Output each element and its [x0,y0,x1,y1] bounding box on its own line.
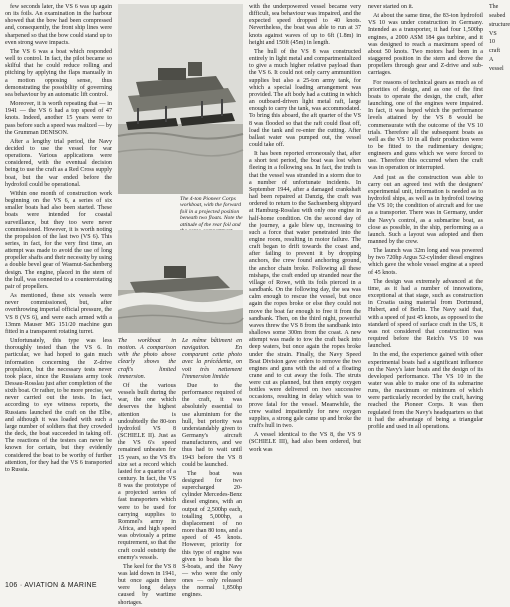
photo-workboat-in-motion [118,230,243,333]
paragraph: craft [489,47,500,54]
paragraph: with the underpowered vessel became very difficult, sea behaviour was impaired, and the expected speed dropped to 40 knots. Nevertheless, the boat was able to run at 37 knots against waves of up to 6ft (1.8m) in height and 150ft (45m) in length. [249,4,361,46]
paragraph: Within one month of construction work beginning on the VS 6, a series of six smaller boats had also been started. These boats were intended for coastal surveillance, but they too were never commissioned. However, it is worth noting the propulsion of the last two (VS 6). This series, in fact, for the very first time, an attempt was made to avoid the use of long propeller shafts and their necessity by using a double bevel gear of Wasmut-Sachenberg design. The engine, placed in the stern of the hull, was connected to a counterrotating pair of propellers. [5,190,112,290]
text-column-2 [118,338,176,606]
text-column-3 [182,338,242,599]
paragraph: As mentioned, these six vessels were never commissioned, but, after overthrowing imperial official pressure, the VS 8 (VS 6), and were each armed with a 13mm Mauser MG 151/20 machine gun fitted in a transparent rotating turret. [5,293,112,335]
workboat-photo-graphic [118,230,243,333]
paragraph: A vessel identical to the VS 8, the VS 9 (SCHIELE III), had also been ordered, but work was [249,432,361,453]
paragraph: After a lengthy trial period, the Navy decided to use the vessel for war operations. Various applications were considered, with the eventual decision being to use the craft as a Red Cross supply boat, but the war ended before the hydrofoil could be operational. [5,138,112,188]
paragraph: Unfortunately, this type was less thoroughly tested than the VS 6. In particular, we had hoped to gain much information concerning the Z-drive propulsion, but the necessary tests never took place, since the Russians army took Dessau-Rosslau just after completion of the sixth boat. Or rather, to be more precise, we never carried out the tests. In fact, according to eye witness reports, the Russians launched the craft on the Elbe, and although it was loaded with such a large number of soldiers that they crowded the deck, the boat succeeded in taking off. The reactions of the testers can never be known for certain, but they evidently considered the boat to be worthy of further attention, for they had the VS 6 transported to Russia. [5,338,112,473]
paragraph: few seconds later, the VS 6 was up again on its foils. An examination in the harbour showed that the bow had been compressed and, consequently, the front ship lines were sharpened so that the bow could stand up to even strong wave impacts. [5,4,112,46]
caption-paragraph: The workboat in motion. A comparison with the photo above clearly shows the craft's limited immersion. [118,338,176,380]
paragraph: never started on it. [368,4,414,10]
paragraph: Moreover, it is worth repeating that — in 1941 — the VS 6 had a top speed of 47 knots. Indeed, another 15 years were to pass before such a speed was realized — by the Grumman DENISON. [5,101,112,136]
text-column-4 [249,4,361,578]
paragraph: structure [489,22,510,29]
paragraph: seabed [489,13,506,20]
text-column-5 [368,4,483,578]
paragraph: In the end, the experience gained with other experimental boats had a significant influence on the Navy's later boats and the design of its developed performance. The VS 10 in the water was able to make one of its submarine runs, the maximum or minimum of which were particularly recorded by the craft, having reached the Pioneer Corps. It was then regulated from the Navy's headquarters so that it had the advantage of being a triangular profile and used in all operations. [368,352,483,430]
paragraph: The launch was 32m long and was powered by two 720hp Argus 52-cylinder diesel engines which gave the whole vessel engine at a speed of 45 knots. [368,248,483,276]
paragraph: Of the various vessels built during the war, the one which deserves the highest attention is undoubtedly the 80-ton hydrofoil VS 8 (SCHIELE II). Just as the VS 6's speed remained unbeaten for 15 years, so the VS 8's size set a record which lasted for a quarter of a century. In fact, the VS 8 was the prototype of a projected series of fast transporters which were to be used for carrying supplies to Rommel's army in Africa, and high speed was obviously a prime requirement, so that the craft could outstrip the enemy's vessels. [118,382,176,561]
text-column-6-cropped [489,4,510,578]
text-column-1 [5,4,112,578]
paragraph: For reasons of technical gears as much as of priorities of design, and as one of the first boats to operate the design, the craft, after launching, one of the engines were impaired. In fact, it was hoped which the performance levels attained by the VS 8 would be commensurate with the outcome of the VS 10 trials. Therefore all the subsequent boats as well as the VS 10 in all their production were to be fitted to the rudimentary designs; engineers and guns which we were forced to use. Therefore this occurred when the craft was in operation or interrupted. [368,79,483,172]
paragraph: The keel for the VS 8 was laid down in 1941, but once again there were long delays caused by wartime shortages. [118,563,176,606]
hydrofoil-photo-graphic [118,4,243,194]
paragraph: And just as the construction was able to carry out an agreed test with the designers' experimental unit, information is needed as to hydrofoil ships, as well as in hydrofoil towing the VS 10; the condition of aircraft and for use as a transporter. There was in Germany, under the Navy's control, as a submarine boat, as close as possible, in the ship, performing as a launch. Such a layout was adopted and then manned by the crew. [368,174,483,245]
photo-hydrofoil-on-floats [118,4,243,194]
paragraph: The hull of the VS 8 was constructed entirely in light metal and compartmentalized to give a much higher relative payload than the VS 6. It could not only carry ammunition supplies but also a 25-ton army tank, for which a special loading arrangement was provided. The aft body had a cutting in which an outboard-driven light metal raft, large enough to carry the tank, was accommodated. To bring this aboard, the aft quarter of the VS 8 was flooded so that the raft could float off, load the tank and re-enter the cutting. After ballast water was pumped out, the vessel could take off. [249,48,361,148]
paragraph: The VS 6 was a boat which responded well to control. In fact, the pilot became so skilful that he could reduce rolling and pitching by applying the flaps manually in a motion opposing sense, thus demonstrating the possibility of governing sea behaviour by an automatic lift control. [5,48,112,98]
paragraph: vessel [489,66,504,73]
paragraph: At about the same time, the 83-ton hydrofoil VS 10 was under construction in Germany. Intended as a transporter, it had four 1,500hp engines, a 2000 ASM 184 gas turbine, and it was designed to reach a maximum speed of about 50 knots. Two motors had been in a staggered position in the stern and drove the propellers through gear and Z-drive and sub-carriages. [368,13,483,77]
photo-caption-english: The 4-ton Pioneer Corps workboat, with the forward foil in a projected position beneath two floats. Note the attitude of the rear foil and [180,196,243,228]
paragraph: It has been reported erroneously that, after a short test period, the boat was lost when fleeing in a following sea. In fact, the truth is that the vessel was stranded in a storm due to a number of unfortunate incidents. In September 1944, after a damaged crankshaft had been repaired at Danzig, the craft was ordered to return to the Sachsenberg shipyard at Hamburg-Rosslau with only one engine in half-home condition. On the second day of the journey, a gale blew up, increasing to such a force that water penetrated into the engine room, resulting in motor failure. The craft began to drift towards the coast and, after failing to prevent it by dropping anchors, the crew found anchoring ground, the anchor chain broke. Following all these mishaps, the craft ended up stranded near the village of Rowe, with its foils pierced in a sandbank. On the following day, the sea was calm enough to rescue the vessel, but once again the ropes broke or else they could not move the boat far enough to free it from the sandbank. Then, on the third night, powerful waves threw the VS 8 from the sandbank into shallows some 300m from the coast. A new attempt was made to tow the craft back into deep waters, but once again the ropes broke under the strain. Finally, the Navy Speed Boat Division gave orders to remove the two engines and guns with the aid of a floating crane and to cut away the foils. The struts were cut as planned, but then empty oxygen bottles were delivered on two successive occasions, resulting in delay which was to prove fatal for the vessel. Meanwhile, the crew waited impatiently for new oxygen supplies, a strong gale came up and broke the craft's hull in two. [249,151,361,430]
paragraph: The [489,4,499,10]
paragraph: The boat was designed for two supercharged 20-cylinder Mercedes-Benz diesel engines, with an output of 2,500hp each, totalling 5,000hp, a displacement of no more than 80 tons, and a speed of 45 knots. However, priority for this type of engine was given to boats like the S-boats, and the Navy — who were the only ones — only released the normal 1,850hp engines. [182,470,242,599]
page-footer: 106 · AVIATION & MARINE [5,582,97,589]
paragraph: VS 10 [489,31,497,45]
paragraph: A [489,56,494,63]
paragraph: Due to the performance required of the craft, it was absolutely essential to use aluminium for the hull, but priority was understandably given to Germany's aircraft manufacturers, and we thus had to wait until 1943 before the VS 8 could be launched. [182,382,242,468]
caption-paragraph-french: Le même bâtiment en navigation. En comparant cette photo avec la précédente, on voit très nettement l'immersion limitée [182,338,242,380]
paragraph: The design was extremely advanced at the time, as it had a number of innovations, exceptional at that stage, such as construction in Croatia using material from Dortmund, Hubert, and of Berlin. The Navy said that, with a speed of just 45 knots, as opposed to the standard of speed of surface craft in the US, it was not considered that construction was required before the Reich's VS 10 was launched. [368,278,483,350]
